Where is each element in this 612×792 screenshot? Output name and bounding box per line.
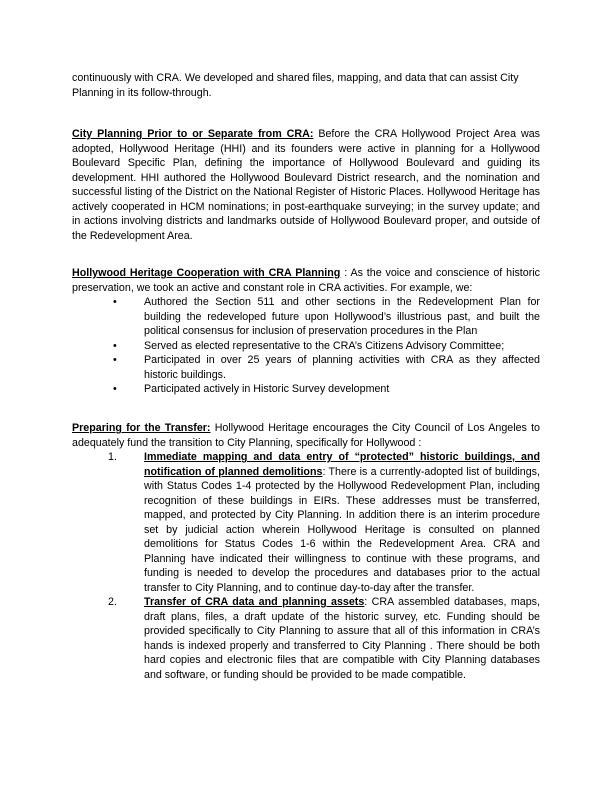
paragraph-continuation [72, 71, 540, 100]
list-item-text: : CRA assembled databases, maps, draft plans, files, a draft update of the historic survey, etc. Funding should be provided specifically to City Planning to assure that all of this information in CRA’s hands is indexed properly and transferred to City Planning . There should be both hard copies and electronic files that are compatible with City Planning databases and software, or funding should be provided to be made compatible. [144, 596, 540, 681]
section-text: Hollywood Heritage encourages the City Council of Los Angeles to adequately fund the transition to City Planning, specifically for Hollywood : [72, 422, 541, 449]
bullet-icon: • [113, 339, 117, 352]
list-item-title: Transfer of CRA data and planning assets [144, 596, 365, 608]
list-item-text: Authored the Section 511 and other sections in the Redevelopment Plan for building the redeveloped future upon Hollywood’s illustrious past, and built the political consensus for inclusion of preservation procedures in the Plan [144, 296, 540, 337]
list-item [72, 382, 540, 397]
section-heading: Preparing for the Transfer: [72, 422, 211, 434]
list-item-text: Served as elected representative to the CRA’s Citizens Advisory Committee; [144, 339, 505, 352]
section-text: : As the voice and conscience of historic preservation, we took an active and constant role in CRA activities. For example, we: [72, 267, 540, 294]
list-item [72, 295, 540, 339]
cooperation-bullet-list [72, 295, 540, 397]
list-item-number: 2. [108, 596, 117, 608]
list-item-text: Participated actively in Historic Survey development [144, 383, 390, 395]
bullet-icon: • [113, 354, 117, 366]
list-item-number: 1. [108, 451, 117, 463]
paragraph-text: continuously with CRA. We developed and shared files, mapping, and data that can assist City Planning in its follow-through. [72, 72, 519, 99]
bullet-icon: • [113, 296, 117, 308]
list-item-text: : There is a currently-adopted list of buildings, with Status Codes 1-4 protected by the Hollywood Redevelopment Plan, including recognition of these buildings in EIRs. These addresses must be transferred, mapped, and protected by City Planning. In addition there is an interim procedure set by judicial action wherein Hollywood Heritage is consulted on planned demolitions for Status Codes 1-6 within the Redevelopment Area. CRA and Planning have indicated their willingness to continue with these programs, and funding is needed to develop the procedures and databases prior to the actual transfer to City Planning, and to continue day-to-day after the transfer. [144, 465, 540, 594]
transfer-numbered-list [72, 450, 540, 682]
list-item [72, 450, 540, 595]
list-item [72, 595, 540, 682]
section-cooperation-intro [72, 266, 540, 295]
section-heading: City Planning Prior to or Separate from CRA: [72, 128, 314, 140]
section-text: Before the CRA Hollywood Project Area was adopted, Hollywood Heritage (HHI) and its founders were active in planning for a Hollywood Boulevard Specific Plan, defining the importance of Hollywood Boulevard and guiding its development. HHI authored the Hollywood Boulevard District research, and the nomination and successful listing of the District on the National Register of Historic Places. Hollywood Heritage has actively cooperated in HCM nominations; in post-earthquake surveying; in the survey update; and in actions involving districts and landmarks outside of Hollywood Boulevard proper, and outside of the Redevelopment Area. [72, 128, 540, 242]
list-item [72, 339, 540, 354]
section-preparing-transfer [72, 421, 540, 450]
section-city-planning-prior [72, 127, 540, 243]
list-item [72, 353, 540, 382]
bullet-icon: • [113, 383, 117, 395]
list-item-title: Immediate mapping and data entry of “protected” historic buildings, and notification of planned demolitions [144, 451, 540, 478]
list-item-text: Participated in over 25 years of planning activities with CRA as they affected historic buildings. [144, 354, 540, 381]
section-heading: Hollywood Heritage Cooperation with CRA Planning [72, 267, 341, 279]
